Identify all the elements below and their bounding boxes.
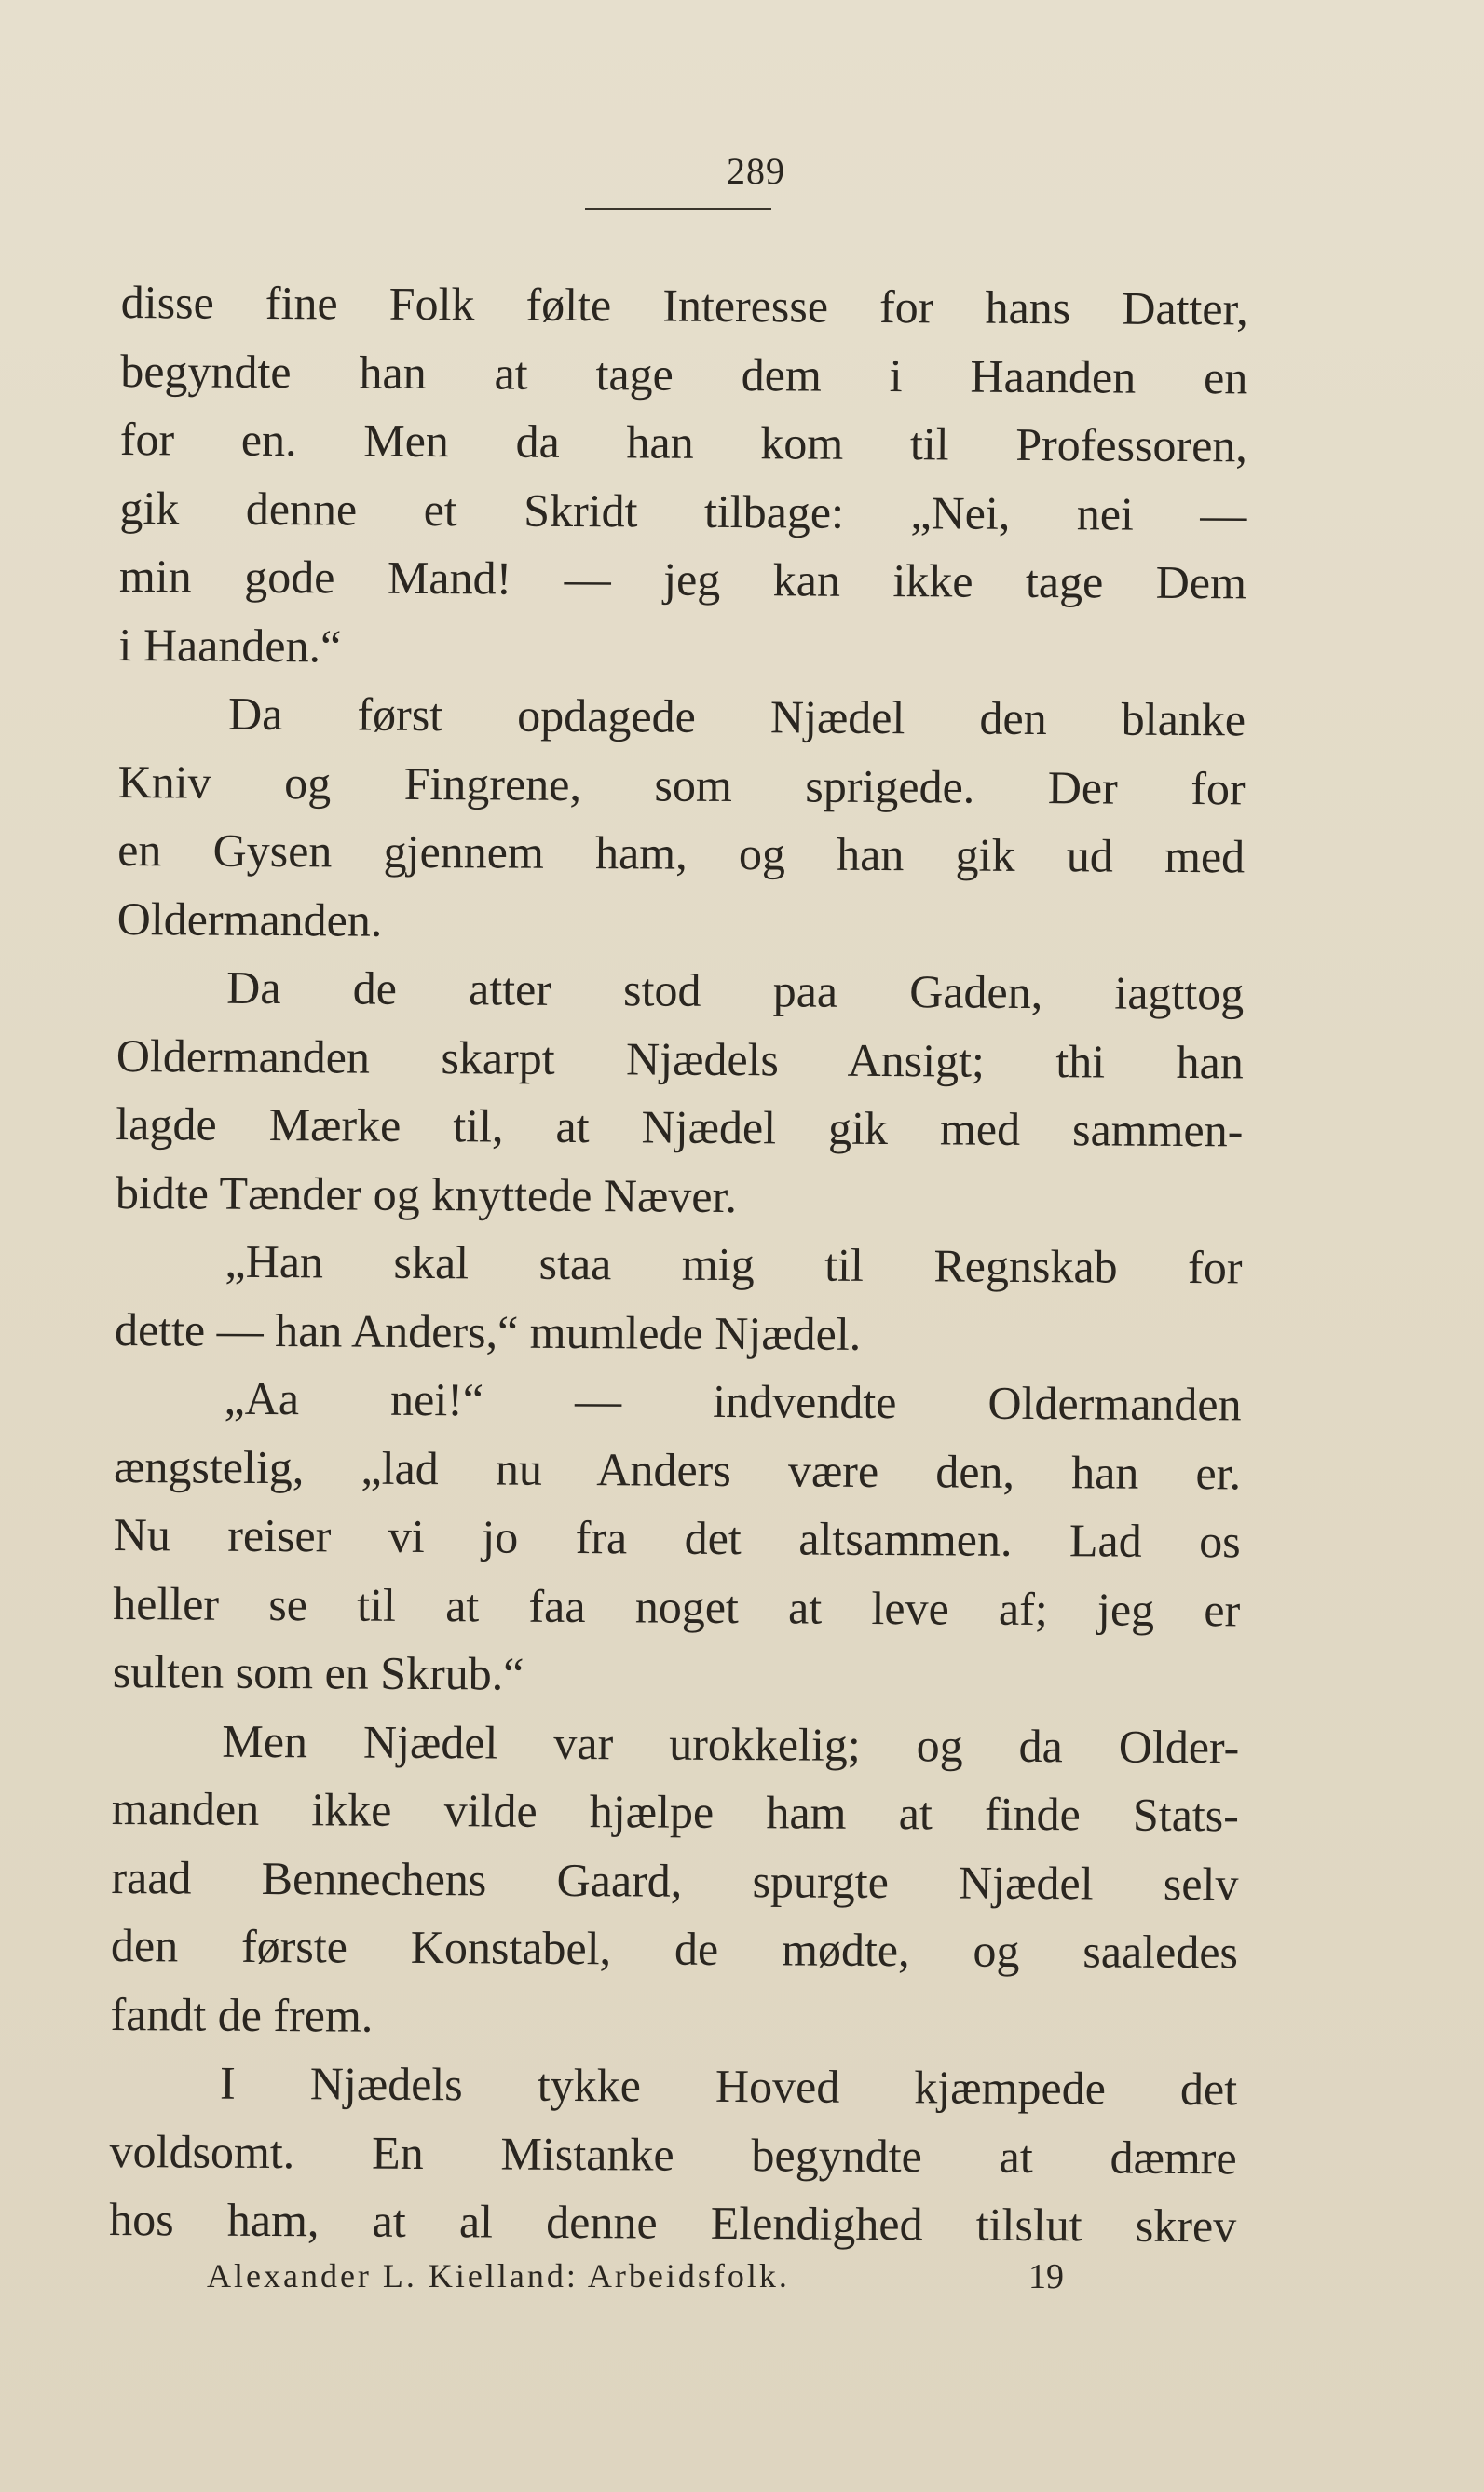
text-line: min gode Mand! — jeg kan ikke tage Dem <box>118 549 1247 609</box>
text-line: disse fine Folk følte Interesse for hans Datter, <box>120 275 1248 335</box>
text-line: Oldermanden skarpt Njædels Ansigt; thi han <box>116 1028 1244 1088</box>
text-line: gik denne et Skridt tilbage: „Nei, nei — <box>119 481 1247 540</box>
text-line: den første Konstabel, de mødte, og saaledes <box>110 1918 1239 1979</box>
text-line: „Aa nei!“ — indvendte Oldermanden <box>224 1371 1242 1431</box>
text-line: Da de atter stod paa Gaden, iagttog <box>226 960 1245 1020</box>
text-line: for en. Men da han kom til Professoren, <box>119 412 1248 472</box>
page-number: 289 <box>727 150 785 192</box>
text-line: lagde Mærke til, at Njædel gik med sammen- <box>116 1096 1244 1157</box>
text-line: Kniv og Fingrene, som sprigede. Der for <box>117 755 1246 814</box>
text-line: ængstelig, „lad nu Anders være den, han er. <box>113 1439 1242 1499</box>
text-line: fandt de frem. <box>110 1987 374 2042</box>
text-line: Da først opdagede Njædel den blanke <box>227 687 1246 746</box>
text-line: heller se til at faa noget at leve af; jeg er <box>113 1576 1241 1636</box>
text-line: Nu reiser vi jo fra det altsammen. Lad os <box>113 1507 1241 1568</box>
text-line: sulten som en Skrub.“ <box>112 1644 524 1700</box>
signature-mark: 19 <box>1028 2257 1064 2296</box>
text-line: I Njædels tykke Hoved kjæmpede det <box>219 2056 1238 2116</box>
text-line: begyndte han at tage dem i Haanden en <box>120 344 1248 403</box>
text-line: raad Bennechens Gaard, spurgte Njædel selv <box>111 1850 1239 1910</box>
text-line: voldsomt. En Mistanke begyndte at dæmre <box>109 2124 1237 2184</box>
text-line: dette — han Anders,“ mumlede Njædel. <box>114 1302 862 1360</box>
text-line: hos ham, at al denne Elendighed tilslut skrev <box>109 2192 1237 2253</box>
text-line: Oldermanden. <box>116 892 383 946</box>
text-line: bidte Tænder og knyttede Næver. <box>115 1165 738 1222</box>
text-line: en Gysen gjennem ham, og han gik ud med <box>117 823 1246 883</box>
body-text <box>109 268 1248 2261</box>
text-line: „Han skal staa mig til Regnskab for <box>225 1234 1243 1294</box>
page-footer <box>207 2256 1064 2295</box>
text-line: i Haanden.“ <box>118 618 342 672</box>
header-rule <box>585 208 771 210</box>
text-line: manden ikke vilde hjælpe ham at finde Stats- <box>111 1781 1240 1842</box>
text-line: Men Njædel var urokkelig; og da Older- <box>222 1714 1240 1773</box>
footer-title: Alexander L. Kielland: Arbeidsfolk. <box>207 2257 790 2295</box>
